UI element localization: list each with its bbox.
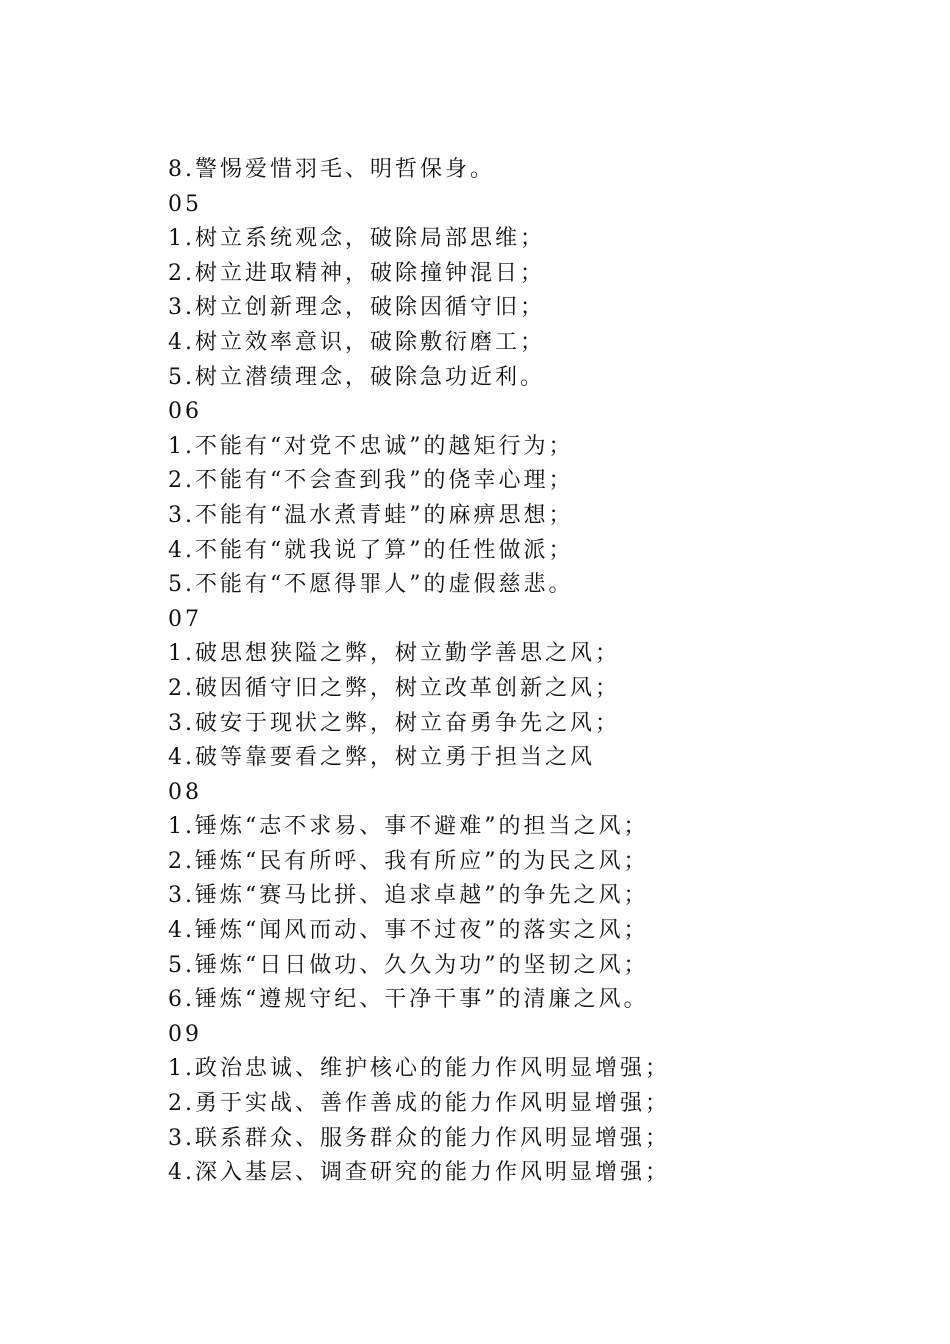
- list-item: 2.锤炼“民有所呼、我有所应”的为民之风；: [168, 848, 649, 874]
- list-item: 1.不能有“对党不忠诚”的越矩行为；: [168, 433, 574, 459]
- list-item: 1.树立系统观念，破除局部思维；: [168, 226, 545, 252]
- text-line: 8.警惕爱惜羽毛、明哲保身。: [168, 157, 495, 182]
- list-item: 3.破安于现状之弊，树立奋勇争先之风；: [168, 710, 620, 736]
- list-item: 4.锤炼“闻风而动、事不过夜”的落实之风；: [168, 918, 649, 944]
- list-item: 2.树立进取精神，破除撞钟混日；: [168, 260, 545, 286]
- list-item: 4.不能有“就我说了算”的任性做派；: [168, 537, 574, 563]
- list-item: 3.不能有“温水煮青蛙”的麻痹思想；: [168, 502, 574, 528]
- list-item: 3.锤炼“赛马比拼、追求卓越”的争先之风；: [168, 883, 649, 909]
- document-body: [168, 153, 888, 1191]
- list-item: 4.破等靠要看之弊，树立勇于担当之风: [168, 745, 595, 771]
- list-item: 3.树立创新理念，破除因循守旧；: [168, 295, 545, 321]
- list-item: 2.破因循守旧之弊，树立改革创新之风；: [168, 675, 620, 701]
- list-item: 1.破思想狭隘之弊，树立勤学善思之风；: [168, 641, 620, 667]
- section-number: 08: [168, 779, 202, 805]
- list-item: 1.政治忠诚、维护核心的能力作风明显增强；: [168, 1056, 670, 1082]
- section-number: 07: [168, 606, 202, 632]
- list-item: 4.深入基层、调查研究的能力作风明显增强；: [168, 1160, 670, 1186]
- list-item: 3.联系群众、服务群众的能力作风明显增强；: [168, 1125, 670, 1151]
- list-item: 4.树立效率意识，破除敷衍磨工；: [168, 329, 545, 355]
- section-number: 05: [168, 191, 202, 217]
- list-item: 5.不能有“不愿得罪人”的虚假慈悲。: [168, 572, 574, 598]
- list-item: 2.不能有“不会查到我”的侥幸心理；: [168, 468, 574, 494]
- list-item: 1.锤炼“志不求易、事不避难”的担当之风；: [168, 814, 649, 840]
- list-item: 5.树立潜绩理念，破除急功近利。: [168, 364, 545, 390]
- list-item: 6.锤炼“遵规守纪、干净干事”的清廉之风。: [168, 987, 649, 1013]
- list-item: 5.锤炼“日日做功、久久为功”的坚韧之风；: [168, 952, 649, 978]
- list-item: 2.勇于实战、善作善成的能力作风明显增强；: [168, 1091, 670, 1117]
- section-number: 06: [168, 399, 202, 425]
- section-number: 09: [168, 1021, 202, 1047]
